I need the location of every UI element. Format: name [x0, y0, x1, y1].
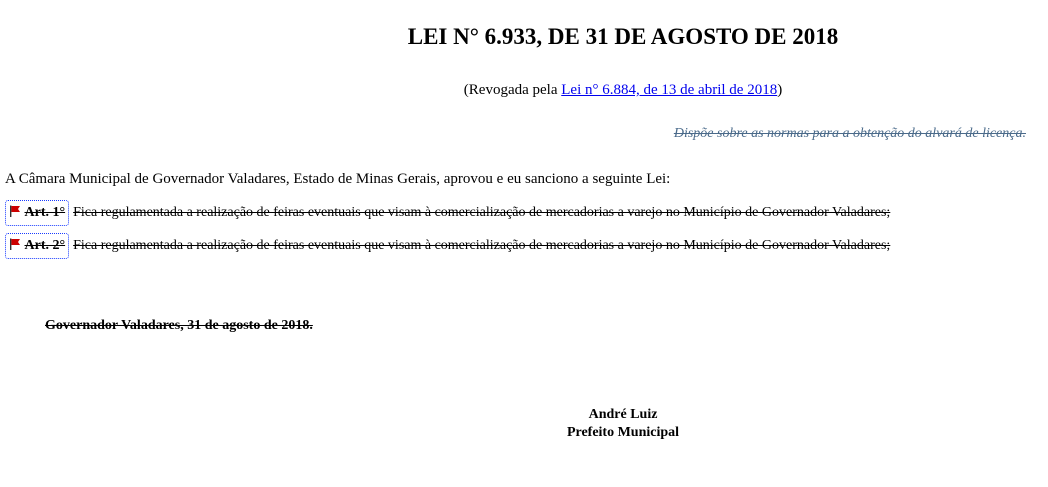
article-1-label: Art. 1°: [24, 205, 66, 220]
signer-name: André Luiz: [588, 407, 658, 422]
signer-title: Prefeito Municipal: [566, 425, 680, 440]
article-1-marker[interactable]: [5, 200, 69, 226]
revoking-law-link[interactable]: Lei n° 6.884, de 13 de abril de 2018: [561, 82, 778, 98]
signature-block: [520, 406, 726, 442]
article-1: [5, 200, 890, 226]
preamble-text: A Câmara Municipal de Governador Valadares, Estado de Minas Gerais, aprovou e eu sanciono a seguinte Lei:: [5, 171, 671, 187]
page-title: LEI N° 6.933, DE 31 DE AGOSTO DE 2018: [407, 24, 839, 49]
revocation-suffix: ): [777, 82, 783, 98]
flag-icon: [9, 238, 21, 250]
revocation-prefix: (Revogada pela: [463, 82, 562, 98]
article-2-marker[interactable]: [5, 233, 69, 259]
place-and-date: Governador Valadares, 31 de agosto de 2018.: [45, 318, 313, 333]
article-2-text: Fica regulamentada a realização de feiras eventuais que visam à comercialização de mercadorias a varejo no Município de Governador Valadares;: [73, 238, 891, 253]
article-2: [5, 233, 890, 259]
article-2-label: Art. 2°: [24, 238, 66, 253]
article-1-text: Fica regulamentada a realização de feiras eventuais que visam à comercialização de mercadorias a varejo no Município de Governador Valadares;: [73, 205, 891, 220]
flag-icon: [9, 205, 21, 217]
revocation-note: [0, 82, 1048, 99]
ementa-text: Dispõe sobre as normas para a obtenção do alvará de licença.: [673, 126, 1026, 141]
